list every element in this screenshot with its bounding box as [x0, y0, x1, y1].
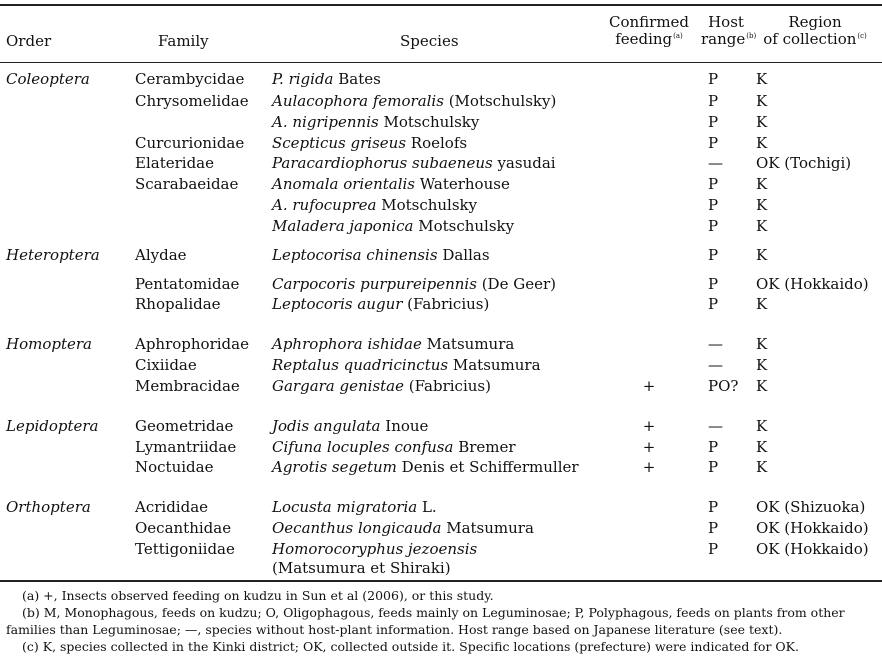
species-author: (Matsumura et Shiraki)	[272, 559, 451, 577]
cell-confirmed-feeding: +	[642, 438, 656, 456]
cell-species	[272, 175, 510, 193]
cell-region: K	[756, 417, 768, 435]
cell-species	[272, 92, 556, 110]
species-name: Homorocoryphus jezoensis	[272, 540, 478, 558]
footnote-marker-c: (c)	[857, 32, 867, 40]
species-name: Gargara genistae	[272, 377, 405, 395]
species-author: (Fabricius)	[404, 377, 491, 395]
cell-family: Elateridae	[135, 154, 214, 172]
cell-host-range: —	[708, 335, 723, 353]
header-family: Family	[158, 32, 209, 50]
header-order: Order	[6, 32, 52, 50]
cell-confirmed-feeding: +	[642, 417, 656, 435]
cell-host-range: P	[708, 246, 719, 264]
cell-species	[272, 154, 556, 172]
species-name: Agrotis segetum	[272, 458, 397, 476]
cell-region: K	[756, 196, 768, 214]
species-name: P. rigida	[272, 70, 334, 88]
species-name: Cifuna locuples confusa	[272, 438, 454, 456]
header-host-word: range	[701, 30, 746, 48]
cell-region: OK (Hokkaido)	[756, 540, 869, 558]
cell-family: Alydae	[135, 246, 187, 264]
cell-region: OK (Shizuoka)	[756, 498, 866, 516]
header-species: Species	[400, 32, 459, 50]
cell-region: K	[756, 438, 768, 456]
cell-region: K	[756, 356, 768, 374]
header-region-line1: Region	[788, 13, 842, 31]
cell-host-range: P	[708, 275, 719, 293]
cell-region: OK (Hokkaido)	[756, 519, 869, 537]
species-author: Matsumura	[441, 519, 534, 537]
species-name: Maladera japonica	[272, 217, 414, 235]
cell-species	[272, 498, 437, 516]
cell-species	[272, 438, 516, 456]
header-host-line1: Host	[708, 13, 744, 31]
cell-region: K	[756, 134, 768, 152]
species-author: Bates	[333, 70, 381, 88]
cell-family: Oecanthidae	[135, 519, 232, 537]
cell-order: Homoptera	[6, 335, 92, 353]
header-confirmed-line1: Confirmed	[608, 13, 690, 31]
cell-species	[272, 356, 541, 374]
footnote-a: (a) +, Insects observed feeding on kudzu in Sun et al (2006), or this study.	[22, 588, 494, 603]
species-author: (Fabricius)	[402, 295, 490, 313]
species-name: Aphrophora ishidae	[272, 335, 422, 353]
cell-host-range: P	[708, 175, 719, 193]
cell-family: Membracidae	[135, 377, 240, 395]
cell-order: Heteroptera	[6, 246, 100, 264]
bottom-rule	[0, 580, 882, 582]
species-name: Paracardiophorus subaeneus	[272, 154, 493, 172]
top-rule	[0, 4, 882, 6]
cell-host-range: P	[708, 295, 719, 313]
cell-region: K	[756, 217, 768, 235]
species-name: A. nigripennis	[272, 113, 379, 131]
header-confirmed-word: feeding	[615, 30, 673, 48]
cell-family: Curcurionidae	[135, 134, 245, 152]
cell-host-range: PO?	[708, 377, 739, 395]
cell-region: K	[756, 377, 768, 395]
cell-species	[272, 70, 381, 88]
cell-region: K	[756, 335, 768, 353]
cell-family: Geometridae	[135, 417, 234, 435]
cell-host-range: —	[708, 356, 723, 374]
species-name: Oecanthus longicauda	[272, 519, 442, 537]
species-author: Bremer	[453, 438, 516, 456]
species-name: Jodis angulata	[272, 417, 381, 435]
cell-species	[272, 246, 490, 264]
cell-confirmed-feeding: +	[642, 377, 656, 395]
header-region-word: of collection	[763, 30, 857, 48]
species-author: Denis et Schiffermuller	[396, 458, 579, 476]
cell-species	[272, 295, 489, 313]
cell-family: Pentatomidae	[135, 275, 240, 293]
cell-family: Lymantriidae	[135, 438, 237, 456]
cell-host-range: P	[708, 458, 719, 476]
cell-region: K	[756, 113, 768, 131]
cell-region: K	[756, 458, 768, 476]
cell-family: Tettigoniidae	[135, 540, 235, 558]
cell-order: Orthoptera	[6, 498, 91, 516]
cell-region: K	[756, 295, 768, 313]
cell-family: Rhopalidae	[135, 295, 221, 313]
footnote-b-line2: families than Leguminosae; —, species without host-plant information. Host range based on Japanese literature (see text).	[6, 622, 783, 637]
cell-family: Aphrophoridae	[135, 335, 249, 353]
header-region	[760, 14, 870, 48]
cell-family: Acrididae	[135, 498, 209, 516]
cell-species	[272, 559, 451, 577]
species-name: Carpocoris purpureipennis	[272, 275, 477, 293]
header-host-line2	[701, 30, 757, 48]
cell-host-range: P	[708, 70, 719, 88]
species-author: Motschulsky	[376, 196, 478, 214]
cell-species	[272, 540, 477, 558]
species-name: A. rufocuprea	[272, 196, 377, 214]
species-author: L.	[417, 498, 437, 516]
footnote-c: (c) K, species collected in the Kinki district; OK, collected outside it. Specific locations (prefecture) were indicated for OK.	[22, 639, 799, 654]
cell-species	[272, 519, 534, 537]
species-name: Locusta migratoria	[272, 498, 418, 516]
cell-family: Chrysomelidae	[135, 92, 249, 110]
species-author: Waterhouse	[415, 175, 510, 193]
cell-family: Cixiidae	[135, 356, 197, 374]
cell-species	[272, 458, 579, 476]
cell-host-range: P	[708, 196, 719, 214]
cell-host-range: P	[708, 519, 719, 537]
species-author: Dallas	[437, 246, 490, 264]
cell-family: Scarabaeidae	[135, 175, 239, 193]
species-name: Anomala orientalis	[272, 175, 415, 193]
species-author: yasudai	[492, 154, 556, 172]
species-author: Motschulsky	[378, 113, 480, 131]
cell-species	[272, 196, 477, 214]
cell-host-range: P	[708, 217, 719, 235]
header-region-line2	[760, 31, 870, 48]
cell-region: OK (Hokkaido)	[756, 275, 869, 293]
cell-species	[272, 134, 467, 152]
species-author: Inoue	[380, 417, 429, 435]
species-author: (Motschulsky)	[443, 92, 557, 110]
footnote-b-line1: (b) M, Monophagous, feeds on kudzu; O, Oligophagous, feeds mainly on Leguminosae; P, Polyphagous, feeds on plants from other	[22, 605, 845, 620]
species-author: Roelofs	[406, 134, 468, 152]
footnote-marker-b: (b)	[746, 32, 757, 40]
header-rule	[0, 62, 882, 63]
species-name: Leptocorisa chinensis	[272, 246, 438, 264]
cell-species	[272, 113, 479, 131]
cell-region: OK (Tochigi)	[756, 154, 852, 172]
header-confirmed-line2	[606, 31, 692, 48]
footnote-marker-a: (a)	[673, 32, 683, 40]
species-author: Motschulsky	[413, 217, 515, 235]
header-confirmed	[606, 14, 692, 48]
cell-host-range: —	[708, 154, 723, 172]
cell-order: Lepidoptera	[6, 417, 99, 435]
cell-host-range: P	[708, 113, 719, 131]
cell-host-range: P	[708, 540, 719, 558]
header-host-range	[701, 13, 757, 48]
species-name: Aulacophora femoralis	[272, 92, 444, 110]
species-name: Scepticus griseus	[272, 134, 407, 152]
cell-region: K	[756, 70, 768, 88]
cell-confirmed-feeding: +	[642, 458, 656, 476]
cell-host-range: P	[708, 134, 719, 152]
species-author: (De Geer)	[476, 275, 556, 293]
cell-region: K	[756, 175, 768, 193]
cell-region: K	[756, 246, 768, 264]
cell-species	[272, 417, 428, 435]
cell-region: K	[756, 92, 768, 110]
species-author: Matsumura	[448, 356, 541, 374]
species-name: Reptalus quadricinctus	[272, 356, 449, 374]
cell-host-range: P	[708, 498, 719, 516]
species-author: Matsumura	[421, 335, 515, 353]
cell-species	[272, 217, 514, 235]
cell-order: Coleoptera	[6, 70, 90, 88]
cell-host-range: —	[708, 417, 723, 435]
cell-species	[272, 335, 514, 353]
cell-species	[272, 275, 556, 293]
cell-host-range: P	[708, 92, 719, 110]
cell-family: Noctuidae	[135, 458, 214, 476]
cell-family: Cerambycidae	[135, 70, 245, 88]
cell-species	[272, 377, 491, 395]
species-name: Leptocoris augur	[272, 295, 403, 313]
cell-host-range: P	[708, 438, 719, 456]
